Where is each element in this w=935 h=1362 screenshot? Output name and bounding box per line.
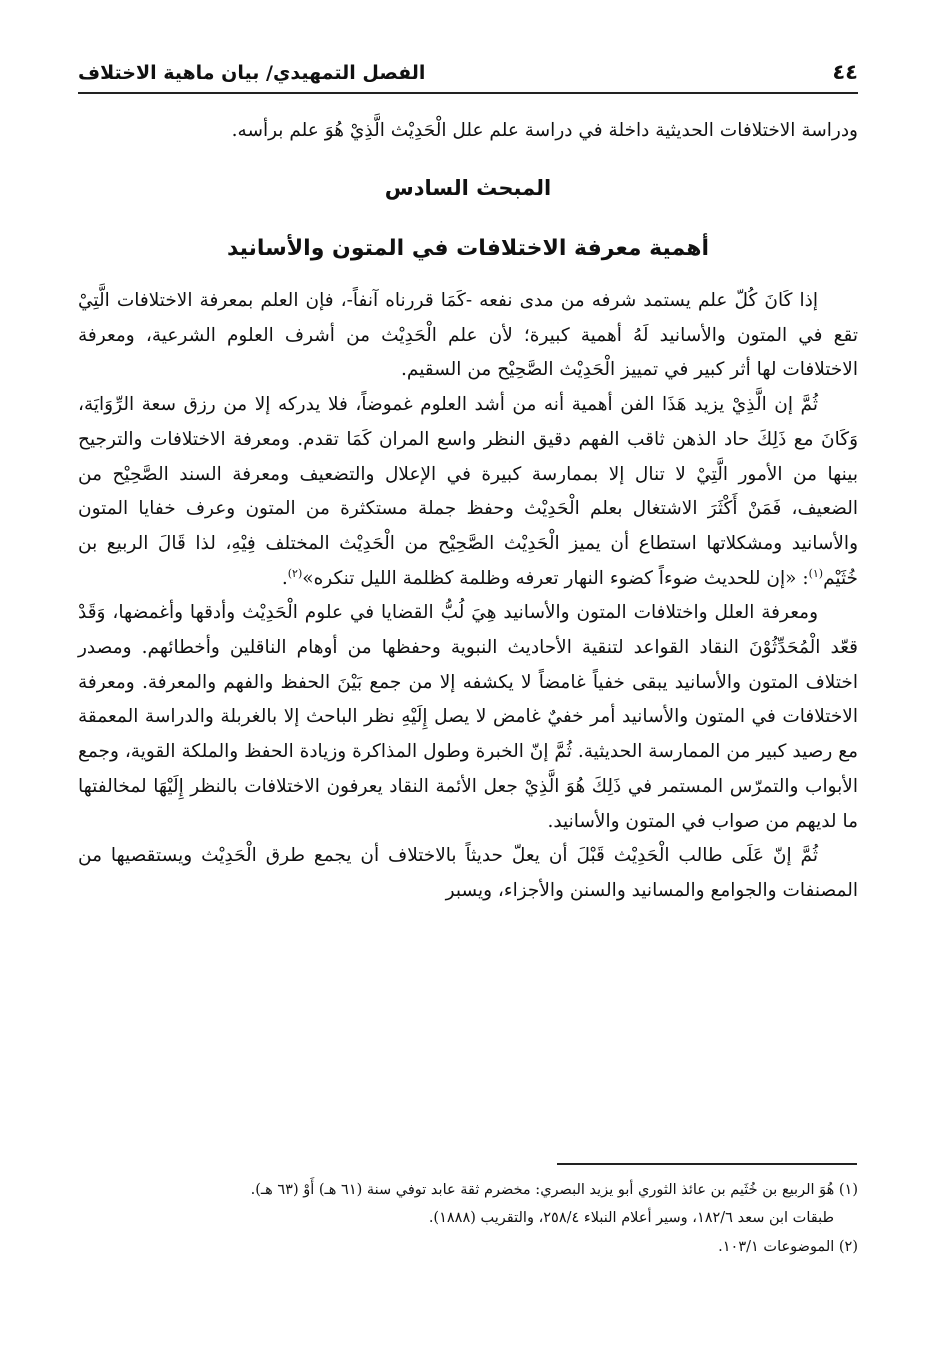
- paragraph-2: [78, 388, 858, 596]
- footnote-marker-2[interactable]: (٢): [287, 566, 303, 580]
- page-number: ٤٤: [832, 60, 858, 84]
- paragraph-4: ثُمَّ إنّ عَلَى طالب الْحَدِيْث قَبْلَ أن يعلّ حديثاً بالاختلاف أن يجمع طرق الْحَدِيْث ويستقصيها من المصنفات والجوامع والمسانيد والسنن والأجزاء، ويسبر: [78, 845, 858, 901]
- section-heading: المبحث السادس: [384, 176, 552, 200]
- paragraph-3: ومعرفة العلل واختلافات المتون والأسانيد هِيَ لُبُّ القضايا في علوم الْحَدِيْث وأدقها وأغمضها، وَقَدْ قعّد الْمُحَدِّثُوْنَ النقاد القواعد لتنقية الأحاديث النبوية وحفظها من أوهام الناقلين وأخطائهم. ومصدر اختلاف المتون والأسانيد يبقى خفياً غامضاً لا يكشفه إلا من جمع بَيْنَ الحفظ والفهم والمعرفة. ومعرفة الاختلافات في المتون والأسانيد أمر خفيٌ غامض لا يصل إِلَيْهِ نظر الباحث إلا بالغربلة والدراسة المعمقة مع رصيد كبير من الممارسة الحديثية. ثُمَّ إنّ الخبرة وطول المذاكرة وزيادة الحفظ والملكة القوية، وجمع الأبواب والتمرّس المستمر في ذَلِكَ هُوَ الَّذِيْ جعل الأئمة النقاد يعرفون الاختلافات بالنظر إِلَيْهَا لمخالفتها ما لديهم من صواب في المتون والأسانيد.: [78, 602, 858, 832]
- paragraph-2-quote: : «إن للحديث ضوءاً كضوء النهار تعرفه وظلمة كظلمة الليل تنكره»: [302, 567, 809, 589]
- footnote-1-sources: طبقات ابن سعد ١٨٢/٦، وسير أعلام النبلاء ٢٥٨/٤، والتقريب (١٨٨٨).: [428, 1210, 834, 1227]
- footnotes: [78, 1176, 858, 1261]
- paragraph-2-end: .: [281, 567, 288, 589]
- section-title: أهمية معرفة الاختلافات في المتون والأسانيد: [226, 236, 710, 261]
- footnote-marker-1[interactable]: (١): [808, 566, 824, 580]
- main-text: [78, 284, 858, 909]
- intro-paragraph: [78, 114, 858, 149]
- page-header: [78, 48, 858, 94]
- paragraph-1: إذا كَانَ كُلّ علم يستمد شرفه من مدى نفعه -كَمَا قررناه آنفاً-، فإن العلم بمعرفة الاختلافات الَّتِيْ تقع في المتون والأسانيد لَهُ أهمية كبيرة؛ لأن علم الْحَدِيْث من أشرف العلوم الشرعية، ومعرفة الاختلافات لها أثر كبير في تمييز الْحَدِيْث الصَّحِيْح من السقيم.: [78, 290, 858, 381]
- paragraph-2-text: ثُمَّ إن الَّذِيْ يزيد هَذَا الفن أهمية أنه من أشد العلوم غموضاً، فلا يدركه إلا من رزق سعة الرِّوَايَة، وَكَانَ مع ذَلِكَ حاد الذهن ثاقب الفهم دقيق النظر واسع المران كَمَا تقدم. ومعرفة الاختلافات والترجيح بينها من الأمور الَّتِيْ لا تنال إلا بممارسة كبيرة في الإعلال والتضعيف ومعرفة السند الصَّحِيْح من الضعيف، فَمَنْ أَكْثَرَ الاشتغال بعلم الْحَدِيْث وحفظ جملة مستكثرة من المتون وعرف خفايا المتون والأسانيد ومشكلاتها استطاع أن يميز الْحَدِيْث الصَّحِيْح من الْحَدِيْث المختلف فِيْهِ، لذا قَالَ الربيع بن خُثَيْم: [78, 394, 859, 589]
- footnote-divider: [557, 1163, 857, 1165]
- footnote-1: (١) هُوَ الربيع بن خُثَيم بن عائذ الثوري أبو يزيد البصري: مخضرم ثقة عابد توفي سنة (٦١ هـ) أَوْ (٦٣ هـ).: [250, 1182, 858, 1198]
- running-title: الفصل التمهيدي/ بيان ماهية الاختلاف: [78, 62, 426, 84]
- intro-text: ودراسة الاختلافات الحديثية داخلة في دراسة علم علل الْحَدِيْث الَّذِيْ هُوَ علم برأسه.: [231, 120, 858, 141]
- footnote-2: (٢) الموضوعات ١٠٣/١.: [718, 1238, 858, 1255]
